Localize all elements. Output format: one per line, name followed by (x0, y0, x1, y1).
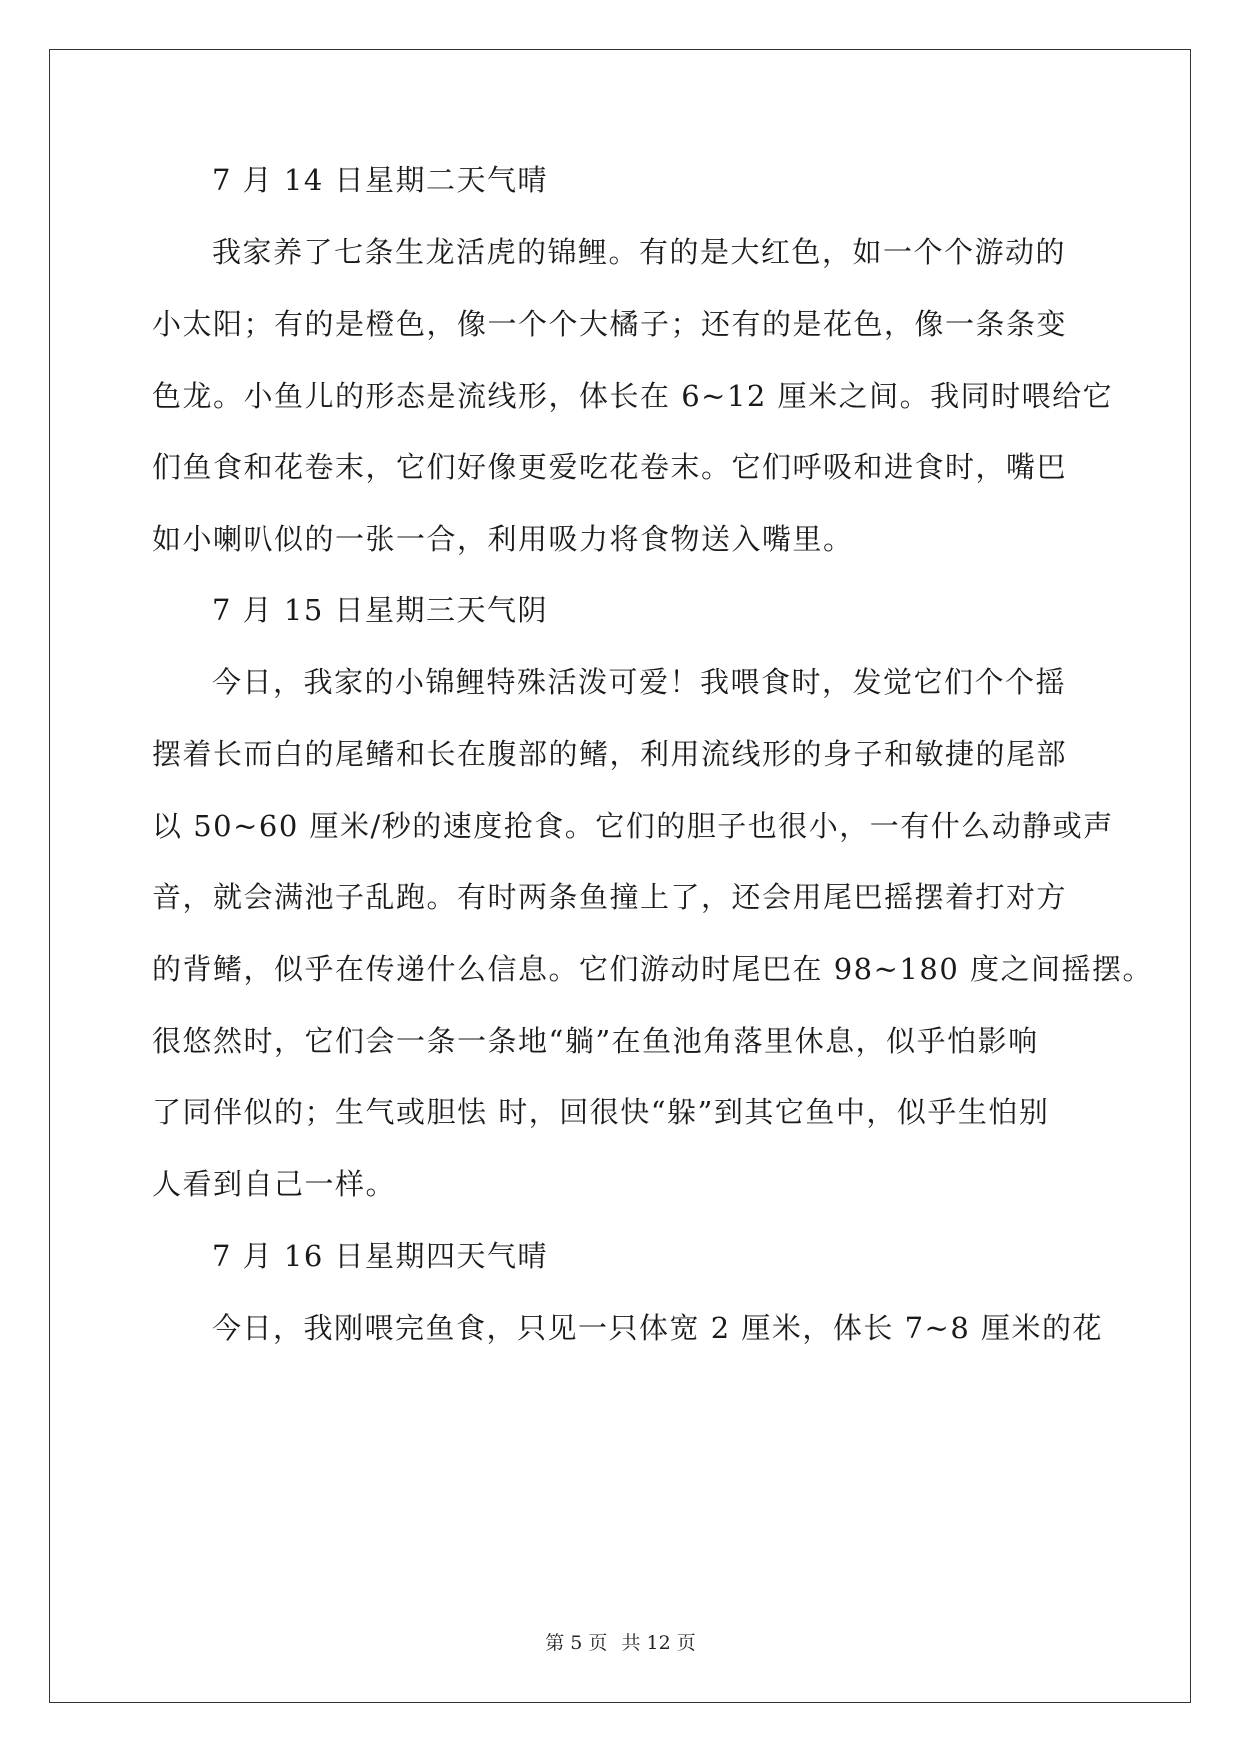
paragraph-line: 以 50~60 厘米/秒的速度抢食。它们的胆子也很小，一有什么动静或声 (152, 809, 1114, 843)
page-footer (0, 1628, 1241, 1655)
paragraph-line: 们鱼食和花卷末，它们好像更爱吃花卷末。它们呼吸和进食时，嘴巴 (152, 450, 1068, 484)
paragraph-line: 色龙。小鱼儿的形态是流线形，体长在 6~12 厘米之间。我同时喂给它 (152, 379, 1114, 413)
paragraph-line: 小太阳；有的是橙色，像一个个大橘子；还有的是花色，像一条条变 (152, 307, 1068, 341)
date-heading: 7 月 15 日星期三天气阴 (212, 593, 549, 627)
page-number-total: 共 12 页 (621, 1632, 696, 1654)
paragraph-line: 今日，我刚喂完鱼食，只见一只体宽 2 厘米，体长 7~8 厘米的花 (212, 1311, 1104, 1345)
date-heading: 7 月 14 日星期二天气晴 (212, 163, 549, 197)
paragraph-line: 如小喇叭似的一张一合，利用吸力将食物送入嘴里。 (152, 522, 854, 556)
paragraph-line: 摆着长而白的尾鳍和长在腹部的鳍，利用流线形的身子和敏捷的尾部 (152, 737, 1068, 771)
date-heading: 7 月 16 日星期四天气晴 (212, 1239, 549, 1273)
paragraph-line: 的背鳍，似乎在传递什么信息。它们游动时尾巴在 98~180 度之间摇摆。 (152, 952, 1153, 986)
paragraph-line: 我家养了七条生龙活虎的锦鲤。有的是大红色，如一个个游动的 (212, 235, 1067, 269)
page-border (49, 49, 1191, 1703)
paragraph-line: 音，就会满池子乱跑。有时两条鱼撞上了，还会用尾巴摇摆着打对方 (152, 880, 1068, 914)
paragraph-line: 了同伴似的；生气或胆怯 时，回很快“躲”到其它鱼中，似乎生怕别 (152, 1095, 1050, 1129)
page-number-current: 第 5 页 (545, 1632, 608, 1654)
paragraph-line: 很悠然时，它们会一条一条地“躺”在鱼池角落里休息，似乎怕影响 (152, 1024, 1039, 1058)
paragraph-line: 人看到自己一样。 (152, 1167, 397, 1201)
paragraph-line: 今日，我家的小锦鲤特殊活泼可爱！我喂食时，发觉它们个个摇 (212, 665, 1067, 699)
